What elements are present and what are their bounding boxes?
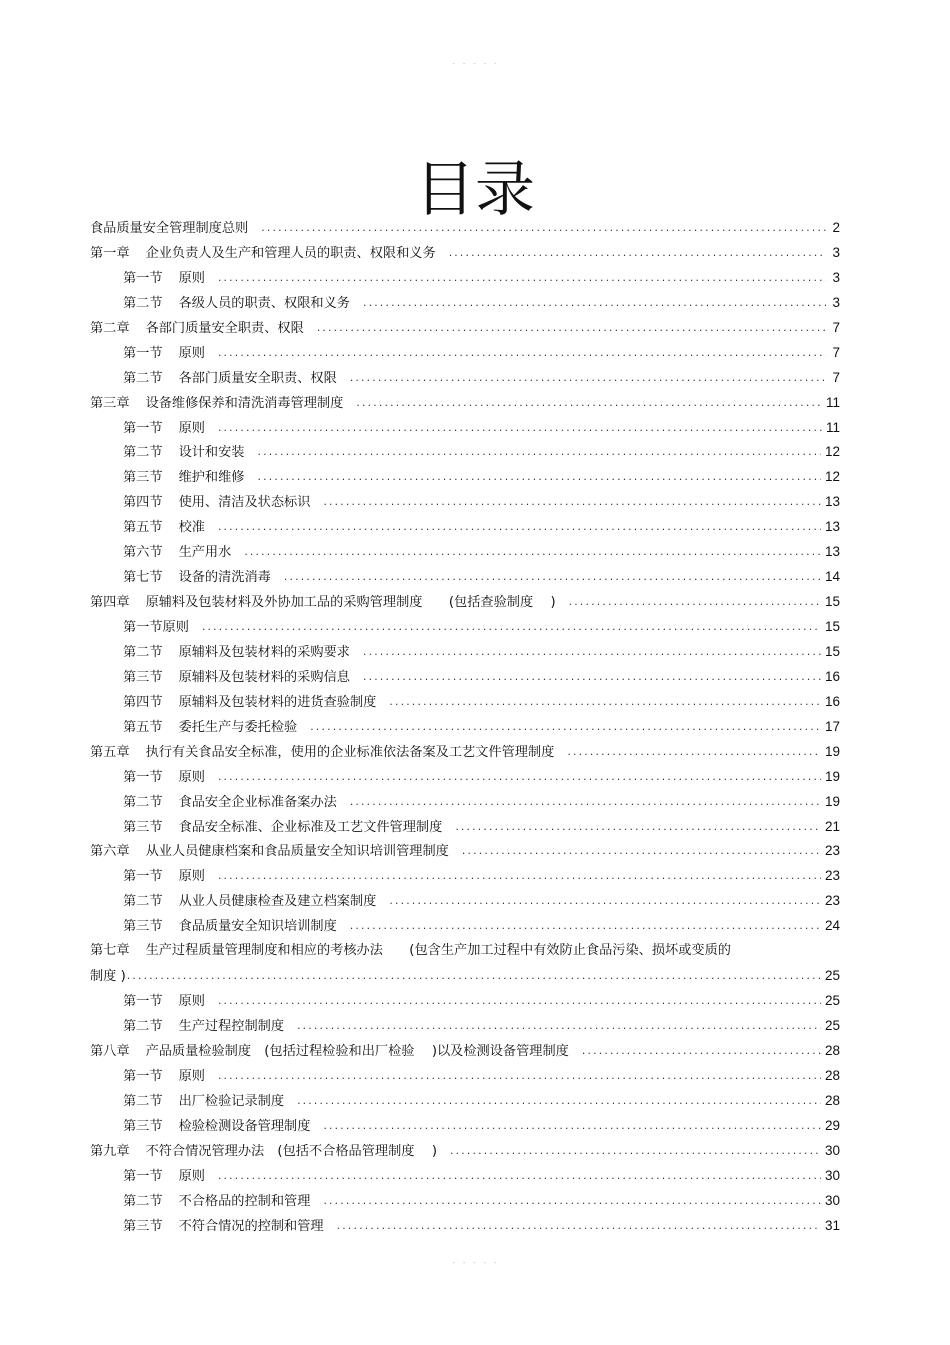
entry-page-number: 30 bbox=[824, 1192, 840, 1208]
toc-chapter-entry[interactable] bbox=[90, 740, 840, 765]
toc-section-entry[interactable] bbox=[123, 416, 840, 441]
dot-leader bbox=[349, 791, 821, 816]
entry-number: 第七章 bbox=[90, 943, 130, 959]
entry-page-number: 19 bbox=[824, 743, 840, 759]
entry-page-number: 2 bbox=[832, 220, 840, 235]
entry-page-number: 21 bbox=[824, 818, 840, 834]
entry-title: 各部门质量安全职责、权限 bbox=[178, 370, 337, 386]
entry-page-number: 15 bbox=[824, 643, 840, 659]
entry-title: 生产过程质量管理制度和相应的考核办法 (包含生产加工过程中有效防止食品污染、损坏或变质的 bbox=[145, 943, 731, 959]
entry-number: 第二节 bbox=[123, 295, 163, 311]
toc-chapter-entry[interactable] bbox=[90, 316, 840, 341]
entry-number: 第二节 bbox=[123, 370, 163, 386]
dot-leader bbox=[257, 466, 821, 491]
toc-chapter-entry[interactable] bbox=[90, 216, 840, 241]
dot-leader bbox=[322, 1115, 821, 1140]
toc-chapter-entry[interactable] bbox=[90, 590, 840, 615]
entry-number: 第一章 bbox=[90, 245, 130, 261]
toc-section-entry[interactable] bbox=[123, 790, 840, 815]
toc-section-entry[interactable] bbox=[123, 715, 840, 740]
toc-section-entry[interactable] bbox=[123, 690, 840, 715]
entry-title: 使用、清洁及状态标识 bbox=[178, 495, 311, 511]
entry-page-number: 16 bbox=[824, 668, 840, 684]
entry-title: 委托生产与委托检验 bbox=[178, 719, 298, 735]
dot-leader bbox=[316, 317, 826, 342]
dot-leader bbox=[448, 242, 826, 267]
entry-page-number: 31 bbox=[824, 1217, 840, 1233]
toc-section-entry[interactable] bbox=[123, 366, 840, 391]
dot-leader bbox=[217, 417, 822, 442]
entry-number: 第一节 bbox=[123, 1168, 163, 1184]
entry-title: 原则 bbox=[178, 994, 205, 1010]
entry-page-number: 15 bbox=[824, 619, 840, 634]
toc-section-entry[interactable] bbox=[123, 1064, 840, 1089]
entry-number: 第三节 bbox=[123, 1218, 163, 1234]
entry-number: 第六节 bbox=[123, 545, 163, 561]
page-title: 目录 bbox=[415, 155, 535, 226]
entry-page-number: 17 bbox=[824, 718, 840, 734]
entry-page-number: 30 bbox=[824, 1142, 840, 1158]
dot-leader bbox=[126, 965, 821, 990]
dot-leader bbox=[568, 591, 821, 616]
toc-section-entry[interactable] bbox=[123, 341, 840, 366]
entry-title: 生产过程控制制度 bbox=[178, 1019, 285, 1035]
toc-section-entry[interactable] bbox=[123, 889, 840, 914]
toc-section-entry[interactable] bbox=[123, 864, 840, 889]
entry-page-number: 11 bbox=[825, 419, 840, 435]
entry-number: 第三节 bbox=[123, 819, 163, 835]
entry-number: 第二节 bbox=[123, 644, 163, 660]
entry-page-number: 24 bbox=[824, 918, 840, 934]
entry-page-number: 3 bbox=[832, 294, 840, 310]
entry-number: 第一节 bbox=[123, 270, 163, 286]
entry-title: 从业人员健康检查及建立档案制度 bbox=[178, 894, 377, 910]
entry-page-number: 3 bbox=[832, 244, 840, 260]
dot-leader bbox=[257, 441, 821, 466]
entry-title: 产品质量检验制度 (包括过程检验和出厂检验 )以及检测设备管理制度 bbox=[145, 1043, 569, 1059]
entry-number: 第三节 bbox=[123, 470, 163, 486]
entry-number: 第二章 bbox=[90, 320, 130, 336]
toc-section-entry[interactable] bbox=[123, 1189, 840, 1214]
entry-title: 从业人员健康档案和食品质量安全知识培训管理制度 bbox=[145, 844, 449, 860]
entry-page-number: 13 bbox=[824, 544, 840, 560]
dot-leader bbox=[355, 392, 822, 417]
entry-number: 第三节 bbox=[123, 919, 163, 935]
entry-number: 第三节 bbox=[123, 669, 163, 685]
entry-page-number: 19 bbox=[824, 793, 840, 809]
dot-leader bbox=[217, 1165, 821, 1190]
entry-number: 第二节 bbox=[123, 1093, 163, 1109]
entry-page-number: 28 bbox=[824, 1042, 840, 1058]
toc-section-entry[interactable] bbox=[123, 540, 840, 565]
entry-page-number: 25 bbox=[824, 968, 840, 984]
entry-number: 第三章 bbox=[90, 395, 130, 411]
entry-page-number: 30 bbox=[824, 1167, 840, 1183]
toc-section-entry[interactable] bbox=[123, 815, 840, 840]
entry-page-number: 3 bbox=[832, 269, 840, 285]
dot-leader bbox=[217, 766, 821, 791]
toc-chapter-entry[interactable] bbox=[90, 939, 840, 989]
entry-number: 第六章 bbox=[90, 844, 130, 860]
footer-page-mark: - - - - - bbox=[451, 1259, 499, 1267]
dot-leader bbox=[362, 641, 821, 666]
entry-page-number: 14 bbox=[824, 569, 840, 585]
toc-section-entry[interactable] bbox=[123, 266, 840, 291]
entry-title: 设备的清洗消毒 bbox=[178, 570, 271, 586]
dot-leader bbox=[296, 1090, 821, 1115]
toc-section-entry[interactable] bbox=[123, 989, 840, 1014]
entry-number: 第一节 bbox=[123, 420, 163, 436]
entry-number: 第一节 bbox=[123, 994, 163, 1010]
dot-leader bbox=[349, 915, 821, 940]
entry-number: 第四章 bbox=[90, 595, 130, 611]
entry-page-number: 13 bbox=[824, 494, 840, 510]
entry-number: 第五节 bbox=[123, 520, 163, 536]
dot-leader bbox=[362, 666, 821, 691]
entry-title: 各级人员的职责、权限和义务 bbox=[178, 295, 350, 311]
toc-section-entry[interactable] bbox=[123, 640, 840, 665]
toc-section-entry[interactable] bbox=[123, 1164, 840, 1189]
dot-leader bbox=[217, 516, 821, 541]
entry-number: 第二节 bbox=[123, 894, 163, 910]
header-page-mark: - - - - - bbox=[451, 60, 499, 68]
entry-number: 第二节 bbox=[123, 794, 163, 810]
entry-title: 原则 bbox=[178, 1068, 205, 1084]
entry-page-number: 12 bbox=[824, 469, 840, 485]
entry-title: 原则 bbox=[178, 345, 205, 361]
toc-section-entry[interactable] bbox=[123, 565, 840, 590]
dot-leader bbox=[388, 691, 821, 716]
dot-leader bbox=[349, 367, 826, 392]
toc-section-entry[interactable] bbox=[123, 1214, 840, 1239]
dot-leader bbox=[260, 217, 826, 242]
entry-number: 第一节 bbox=[123, 769, 163, 785]
toc-chapter-entry[interactable] bbox=[90, 1139, 840, 1164]
entry-title: 各部门质量安全职责、权限 bbox=[145, 320, 304, 336]
entry-title: 不符合情况的控制和管理 bbox=[178, 1218, 324, 1234]
toc-chapter-entry[interactable] bbox=[90, 391, 840, 416]
entry-number: 第九章 bbox=[90, 1143, 130, 1159]
entry-number: 第四节 bbox=[123, 495, 163, 511]
entry-page-number: 23 bbox=[824, 868, 840, 884]
toc-section-entry[interactable] bbox=[123, 1114, 840, 1139]
entry-title: 原则 bbox=[178, 1168, 205, 1184]
entry-title: 出厂检验记录制度 bbox=[178, 1093, 285, 1109]
dot-leader bbox=[309, 716, 821, 741]
toc-chapter-entry[interactable] bbox=[90, 241, 840, 266]
entry-title: 原辅料及包装材料及外协加工品的采购管理制度 (包括查验制度 ) bbox=[145, 595, 556, 611]
entry-page-number: 19 bbox=[824, 768, 840, 784]
dot-leader bbox=[322, 1190, 821, 1215]
entry-title: 原辅料及包装材料的采购要求 bbox=[178, 644, 350, 660]
dot-leader bbox=[217, 1065, 821, 1090]
entry-title-continued: 制度 ) bbox=[90, 969, 126, 985]
entry-page-number: 7 bbox=[832, 344, 840, 360]
table-of-contents bbox=[90, 216, 840, 1238]
entry-page-number: 28 bbox=[824, 1092, 840, 1108]
toc-section-entry[interactable] bbox=[123, 914, 840, 939]
entry-number: 第二节 bbox=[123, 1193, 163, 1209]
entry-title: 设备维修保养和清洗消毒管理制度 bbox=[145, 395, 344, 411]
entry-page-number: 28 bbox=[824, 1067, 840, 1083]
dot-leader bbox=[454, 816, 821, 841]
entry-number: 第五节 bbox=[123, 719, 163, 735]
entry-title: 维护和维修 bbox=[178, 470, 245, 486]
toc-section-entry[interactable] bbox=[123, 615, 840, 640]
dot-leader bbox=[581, 1040, 821, 1065]
entry-number: 第一节 bbox=[123, 1068, 163, 1084]
entry-page-number: 12 bbox=[824, 444, 840, 460]
entry-number: 第一节 bbox=[123, 869, 163, 885]
dot-leader bbox=[461, 840, 821, 865]
dot-leader bbox=[217, 990, 821, 1015]
entry-title: 原辅料及包装材料的进货查验制度 bbox=[178, 694, 377, 710]
entry-title: 校准 bbox=[178, 520, 205, 536]
dot-leader bbox=[322, 491, 821, 516]
toc-section-entry[interactable] bbox=[123, 1014, 840, 1039]
toc-section-entry[interactable] bbox=[123, 665, 840, 690]
entry-title: 原则 bbox=[178, 270, 205, 286]
entry-title: 执行有关食品安全标准，使用的企业标准依法备案及工艺文件管理制度 bbox=[145, 744, 555, 760]
toc-section-entry[interactable] bbox=[123, 291, 840, 316]
toc-section-entry[interactable] bbox=[123, 490, 840, 515]
toc-section-entry[interactable] bbox=[123, 1089, 840, 1114]
toc-section-entry[interactable] bbox=[123, 765, 840, 790]
entry-title: 食品安全标准、企业标准及工艺文件管理制度 bbox=[178, 819, 443, 835]
dot-leader bbox=[283, 566, 821, 591]
entry-page-number: 16 bbox=[824, 693, 840, 709]
entry-number: 第七节 bbox=[123, 570, 163, 586]
toc-chapter-entry[interactable] bbox=[90, 1039, 840, 1064]
entry-page-number: 25 bbox=[824, 993, 840, 1009]
entry-title: 不合格品的控制和管理 bbox=[178, 1193, 311, 1209]
entry-page-number: 7 bbox=[832, 369, 840, 385]
entry-page-number: 23 bbox=[824, 893, 840, 909]
toc-chapter-entry[interactable] bbox=[90, 839, 840, 864]
dot-leader bbox=[217, 865, 821, 890]
entry-title: 原则 bbox=[178, 420, 205, 436]
entry-page-number: 7 bbox=[832, 319, 840, 335]
entry-title: 生产用水 bbox=[178, 545, 232, 561]
entry-title: 食品质量安全知识培训制度 bbox=[178, 919, 337, 935]
entry-page-number: 25 bbox=[824, 1018, 840, 1034]
entry-title: 企业负责人及生产和管理人员的职责、权限和义务 bbox=[145, 245, 436, 261]
dot-leader bbox=[449, 1140, 821, 1165]
entry-title: 食品安全企业标准备案办法 bbox=[178, 794, 337, 810]
entry-number: 第八章 bbox=[90, 1043, 130, 1059]
dot-leader bbox=[566, 741, 821, 766]
entry-title: 原则 bbox=[178, 869, 205, 885]
toc-section-entry[interactable] bbox=[123, 465, 840, 490]
dot-leader bbox=[336, 1215, 821, 1240]
entry-title: 不符合情况管理办法 (包括不合格品管理制度 ) bbox=[145, 1143, 437, 1159]
entry-page-number: 13 bbox=[824, 519, 840, 535]
entry-page-number: 11 bbox=[825, 394, 840, 410]
entry-title: 检验检测设备管理制度 bbox=[178, 1118, 311, 1134]
entry-number: 第三节 bbox=[123, 1118, 163, 1134]
entry-title: 原辅料及包装材料的采购信息 bbox=[178, 669, 350, 685]
toc-section-entry[interactable] bbox=[123, 440, 840, 465]
entry-title: 食品质量安全管理制度总则 bbox=[90, 221, 249, 236]
dot-leader bbox=[243, 541, 821, 566]
dot-leader bbox=[388, 890, 821, 915]
entry-number: 第一节 bbox=[123, 345, 163, 361]
dot-leader bbox=[217, 267, 826, 292]
entry-number: 第二节 bbox=[123, 445, 163, 461]
dot-leader bbox=[201, 616, 821, 641]
entry-page-number: 29 bbox=[824, 1117, 840, 1133]
entry-number: 第五章 bbox=[90, 744, 130, 760]
dot-leader bbox=[296, 1015, 821, 1040]
entry-page-number: 23 bbox=[824, 843, 840, 859]
entry-number: 第二节 bbox=[123, 1019, 163, 1035]
entry-number: 第一节原则 bbox=[123, 620, 189, 635]
entry-page-number: 15 bbox=[824, 594, 840, 610]
entry-title: 原则 bbox=[178, 769, 205, 785]
dot-leader bbox=[362, 292, 826, 317]
entry-number: 第四节 bbox=[123, 694, 163, 710]
dot-leader bbox=[217, 342, 826, 367]
entry-title: 设计和安装 bbox=[178, 445, 245, 461]
toc-section-entry[interactable] bbox=[123, 515, 840, 540]
